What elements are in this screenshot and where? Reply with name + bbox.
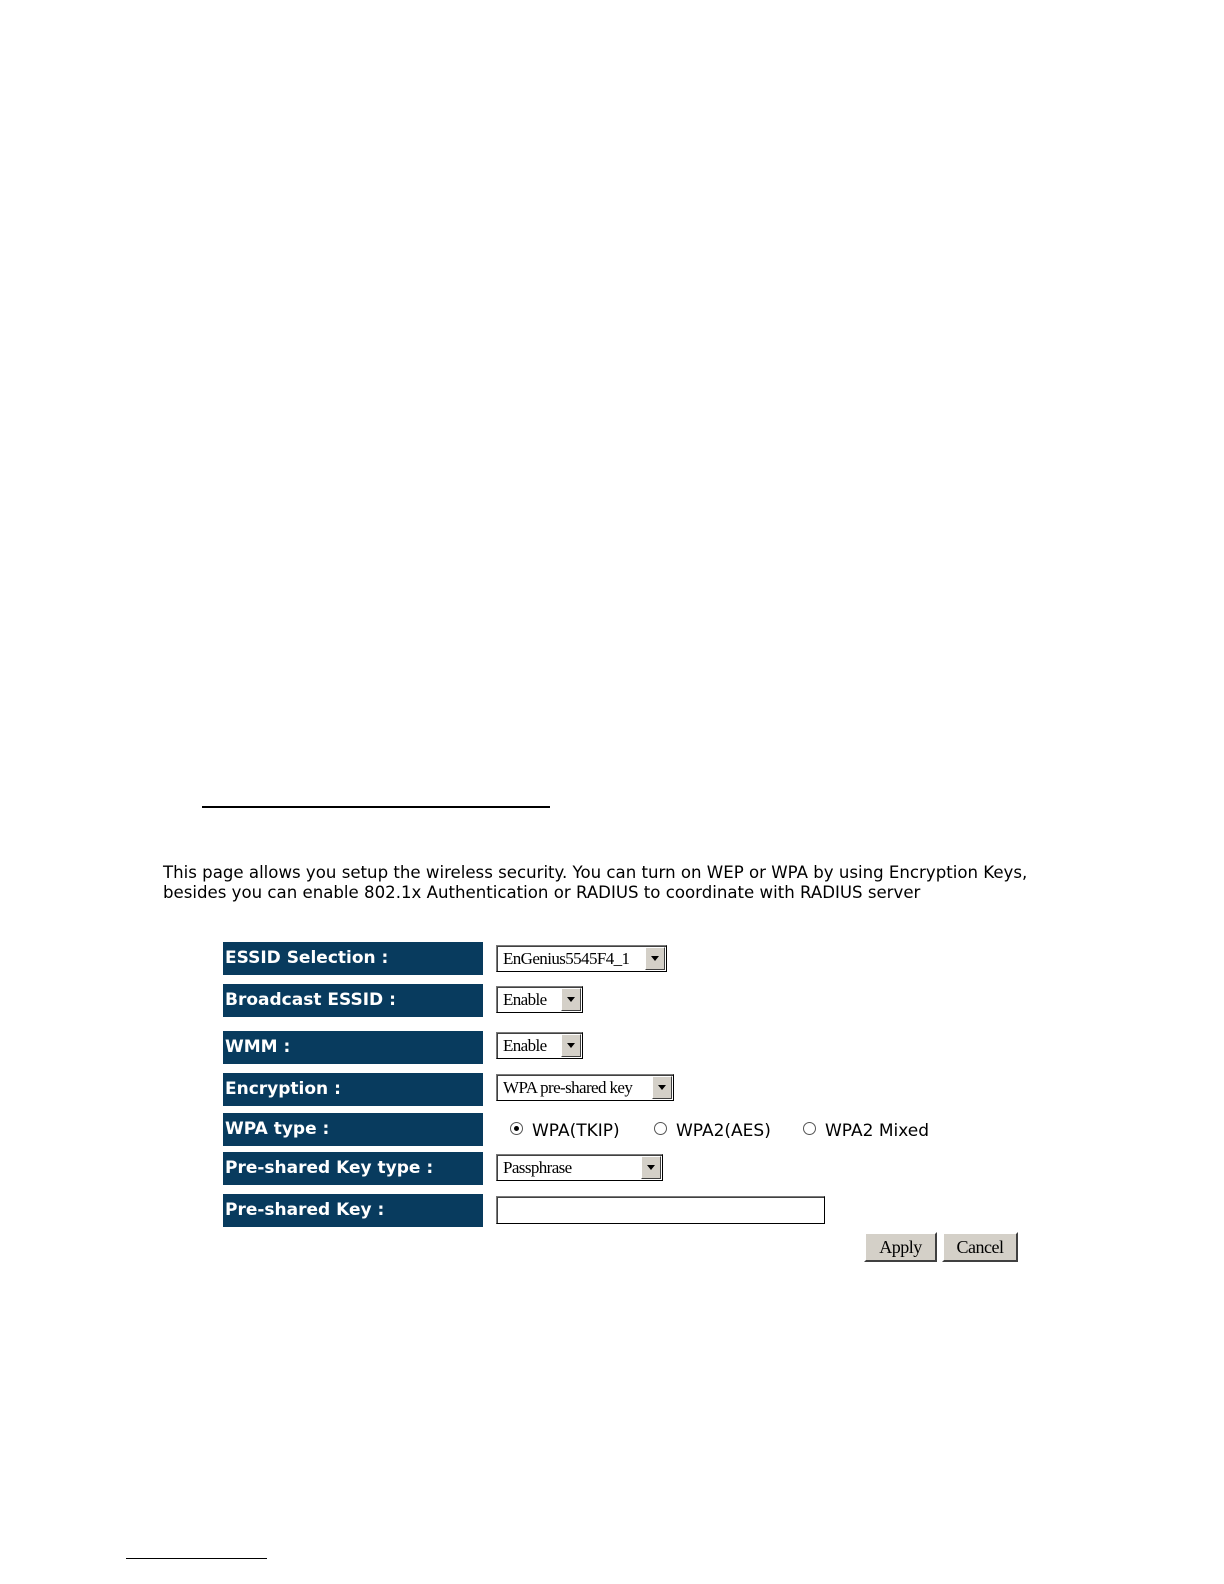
chevron-down-icon[interactable] [652, 1076, 672, 1099]
bottom-divider [126, 1558, 267, 1559]
wpa2-aes-label: WPA2(AES) [676, 1121, 771, 1141]
psk-type-value: Passphrase [503, 1158, 572, 1177]
psk-type-select[interactable] [496, 1154, 663, 1181]
psk-type-label: Pre-shared Key type : [223, 1152, 483, 1185]
essid-selection-label: ESSID Selection : [223, 942, 483, 975]
radio-checked-icon[interactable] [510, 1122, 523, 1135]
wpa2-mixed-label: WPA2 Mixed [825, 1121, 930, 1141]
wmm-label: WMM : [223, 1031, 483, 1064]
intro-description: This page allows you setup the wireless security. You can turn on WEP or WPA by using Encryption Keys, besides you can enable 802.1x Authentication or RADIUS to coordinate with RADIUS server [163, 863, 1028, 902]
psk-input[interactable] [496, 1196, 825, 1224]
encryption-label: Encryption : [223, 1073, 483, 1106]
essid-selection-select[interactable] [496, 945, 667, 972]
top-divider [202, 806, 550, 808]
broadcast-essid-value: Enable [503, 990, 547, 1009]
radio-unchecked-icon[interactable] [803, 1122, 816, 1135]
chevron-down-icon[interactable] [641, 1156, 661, 1179]
encryption-select[interactable] [496, 1074, 674, 1101]
encryption-value: WPA pre-shared key [503, 1078, 633, 1097]
broadcast-essid-label: Broadcast ESSID : [223, 984, 483, 1017]
chevron-down-icon[interactable] [561, 1034, 581, 1057]
chevron-down-icon[interactable] [561, 988, 581, 1011]
radio-unchecked-icon[interactable] [654, 1122, 667, 1135]
chevron-down-icon[interactable] [645, 947, 665, 970]
wpa-tkip-label: WPA(TKIP) [532, 1121, 620, 1141]
apply-button[interactable]: Apply [864, 1232, 937, 1262]
psk-label: Pre-shared Key : [223, 1194, 483, 1227]
wmm-select[interactable] [496, 1032, 583, 1059]
wpa-type-label: WPA type : [223, 1113, 483, 1146]
cancel-button[interactable]: Cancel [942, 1232, 1018, 1262]
essid-selection-value: EnGenius5545F4_1 [503, 949, 630, 968]
wmm-value: Enable [503, 1036, 547, 1055]
broadcast-essid-select[interactable] [496, 986, 583, 1013]
